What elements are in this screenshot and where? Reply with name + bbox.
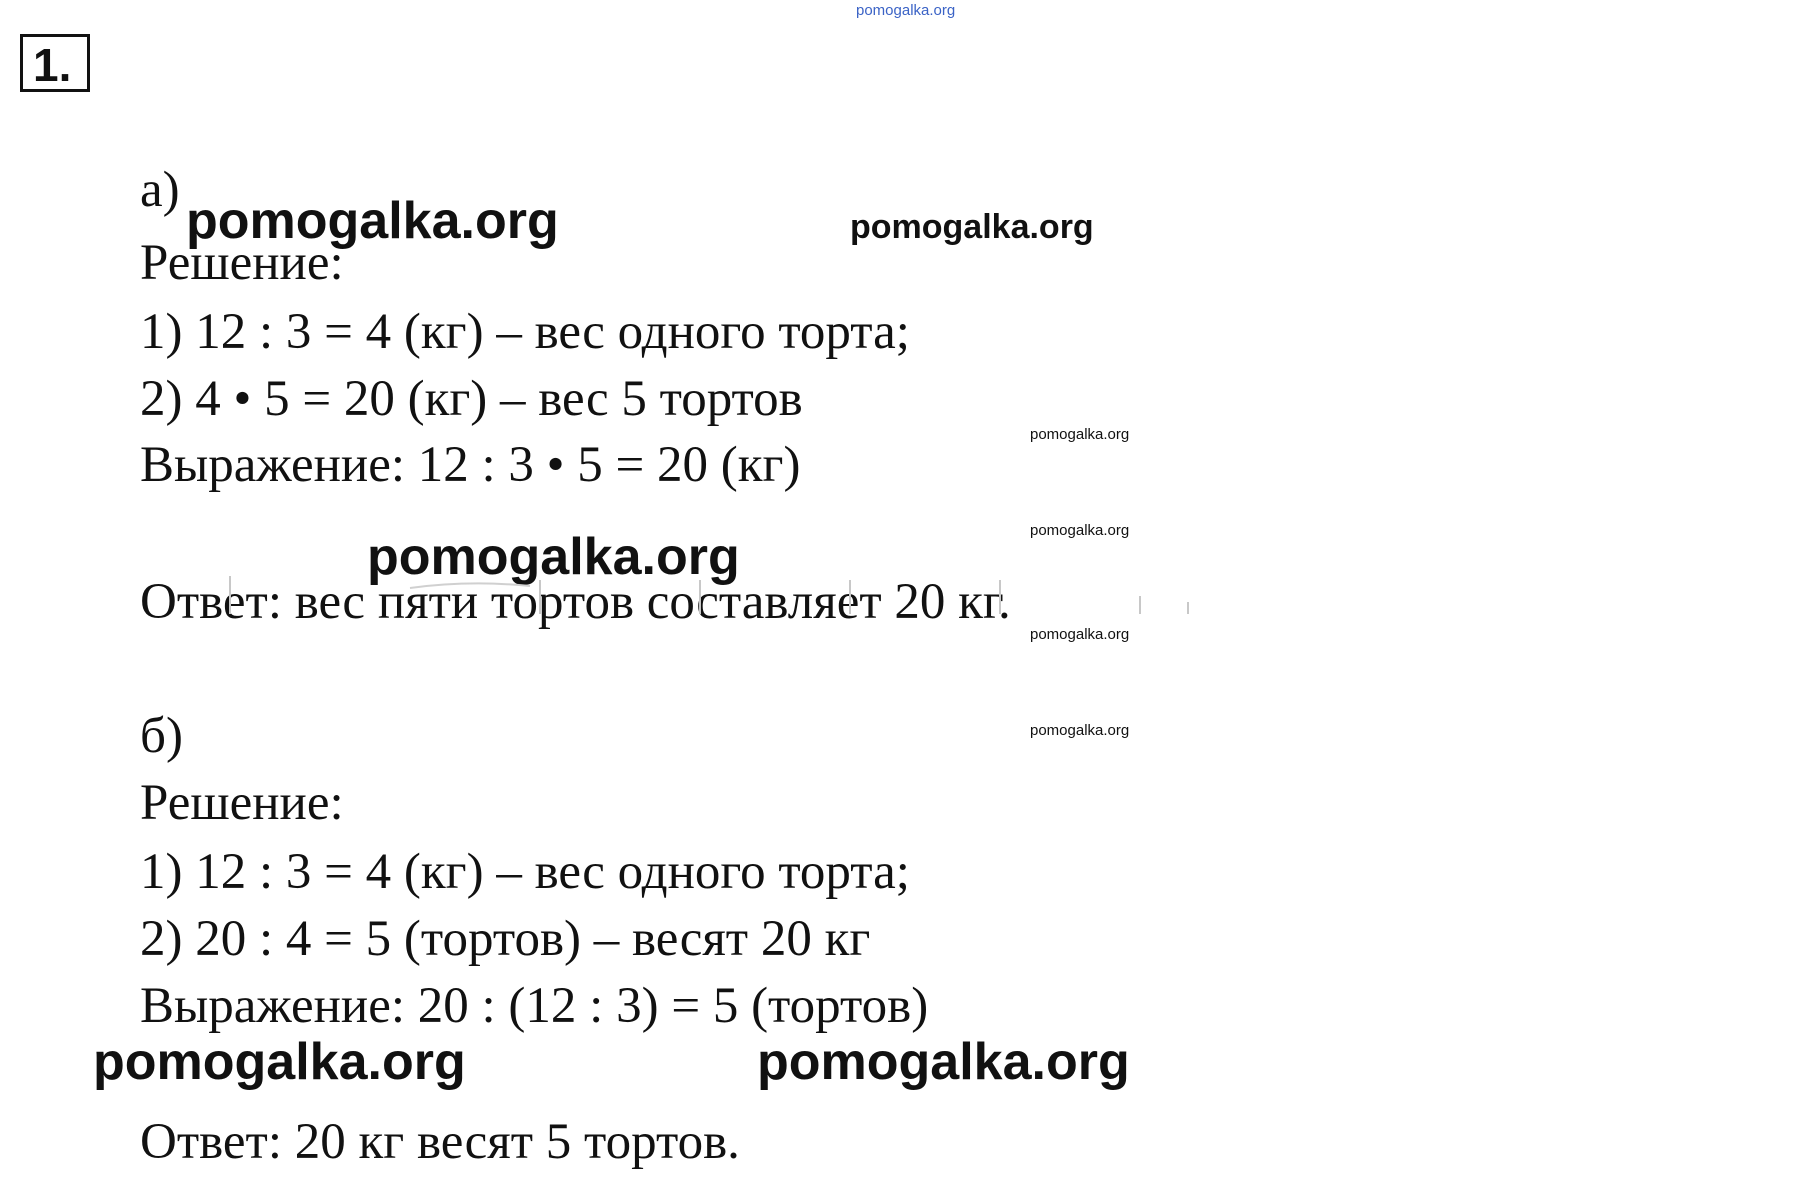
watermark: pomogalka.org <box>850 208 1094 246</box>
part-a-label: а) <box>140 162 180 218</box>
part-a-expression: Выражение: 12 : 3 • 5 = 20 (кг) <box>140 437 801 493</box>
part-b-step-2: 2) 20 : 4 = 5 (тортов) – весят 20 кг <box>140 911 871 967</box>
watermark-top: pomogalka.org <box>856 2 956 19</box>
watermark: pomogalka.org <box>93 1033 466 1091</box>
watermark: pomogalka.org <box>367 528 740 586</box>
part-b-step-1: 1) 12 : 3 = 4 (кг) – вес одного торта; <box>140 844 910 900</box>
part-b-answer: Ответ: 20 кг весят 5 тортов. <box>140 1114 740 1170</box>
watermark: pomogalka.org <box>1030 626 1130 643</box>
watermark: pomogalka.org <box>1030 522 1130 539</box>
watermark: pomogalka.org <box>1030 722 1130 739</box>
part-a-solution-heading: Решение: <box>140 235 344 291</box>
part-a-step-1: 1) 12 : 3 = 4 (кг) – вес одного торта; <box>140 304 910 360</box>
pencil-strokes-decoration <box>210 566 1200 626</box>
part-a-answer: Ответ: вес пяти тортов составляет 20 кг. <box>140 574 1011 630</box>
watermark: pomogalka.org <box>1030 426 1130 443</box>
part-b-label: б) <box>140 708 183 764</box>
part-b-expression: Выражение: 20 : (12 : 3) = 5 (тортов) <box>140 978 929 1034</box>
part-b-solution-heading: Решение: <box>140 775 344 831</box>
watermark: pomogalka.org <box>186 192 559 250</box>
task-number: 1. <box>33 39 72 91</box>
part-a-step-2: 2) 4 • 5 = 20 (кг) – вес 5 тортов <box>140 371 803 427</box>
watermark: pomogalka.org <box>757 1033 1130 1091</box>
